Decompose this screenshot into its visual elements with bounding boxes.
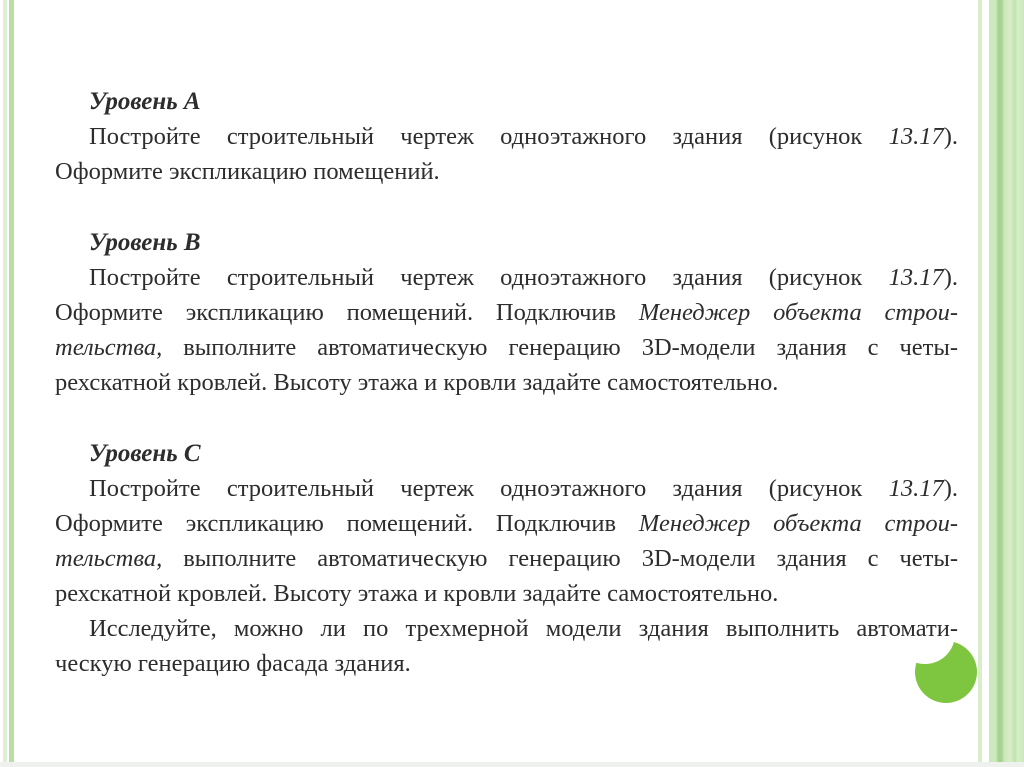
text-segment: ). xyxy=(943,123,958,150)
text-line xyxy=(55,260,958,295)
text-line xyxy=(55,541,958,576)
text-segment: Оформите экспликацию помещений. Подключив xyxy=(55,510,639,537)
text-segment: Оформите экспликацию помещений. Подключив xyxy=(55,299,639,326)
italic-text-segment: 13.17 xyxy=(888,264,944,291)
text-content xyxy=(55,84,958,717)
text-segment: рехскатной кровлей. Высоту этажа и кровли задайте самостоятельно. xyxy=(55,580,779,607)
text-line xyxy=(55,295,958,330)
section-level-b xyxy=(55,225,958,400)
section-level-c xyxy=(55,436,958,681)
italic-text-segment: 13.17 xyxy=(888,123,944,150)
italic-text-segment: 13.17 xyxy=(888,475,944,502)
text-segment: Постройте строительный чертеж одноэтажного здания (рисунок xyxy=(89,264,889,291)
section-heading: Уровень B xyxy=(89,229,201,256)
text-segment: Оформите экспликацию помещений. xyxy=(55,158,440,185)
section-heading: Уровень A xyxy=(89,88,201,115)
text-line xyxy=(55,154,958,189)
section-heading: Уровень C xyxy=(89,440,201,467)
text-line xyxy=(55,119,958,154)
text-segment: Исследуйте, можно ли по трехмерной модели здания выполнить автомати- xyxy=(89,615,958,642)
text-line xyxy=(55,471,958,506)
text-line xyxy=(55,365,958,400)
left-border-outer-stripe xyxy=(3,0,7,767)
text-segment: ческую генерацию фасада здания. xyxy=(55,650,411,677)
section-level-a xyxy=(55,84,958,189)
text-segment: ). xyxy=(943,475,958,502)
italic-text-segment: тельства, xyxy=(55,334,163,361)
bottom-edge-line xyxy=(0,762,1024,767)
text-line xyxy=(55,576,958,611)
text-line xyxy=(55,646,958,681)
italic-text-segment: тельства, xyxy=(55,545,163,572)
text-segment: рехскатной кровлей. Высоту этажа и кровли задайте самостоятельно. xyxy=(55,369,779,396)
text-line xyxy=(55,611,958,646)
text-segment: выполните автоматическую генерацию 3D-модели здания с четы- xyxy=(162,334,958,361)
italic-text-segment: Менеджер объекта строи- xyxy=(638,510,958,537)
text-segment: выполните автоматическую генерацию 3D-модели здания с четы- xyxy=(162,545,958,572)
text-segment: ). xyxy=(943,264,958,291)
left-border-inner-stripe xyxy=(9,0,14,767)
italic-text-segment: Менеджер объекта строи- xyxy=(638,299,958,326)
text-line xyxy=(55,506,958,541)
text-segment: Постройте строительный чертеж одноэтажного здания (рисунок xyxy=(89,123,889,150)
text-segment: Постройте строительный чертеж одноэтажного здания (рисунок xyxy=(89,475,889,502)
text-line xyxy=(55,330,958,365)
